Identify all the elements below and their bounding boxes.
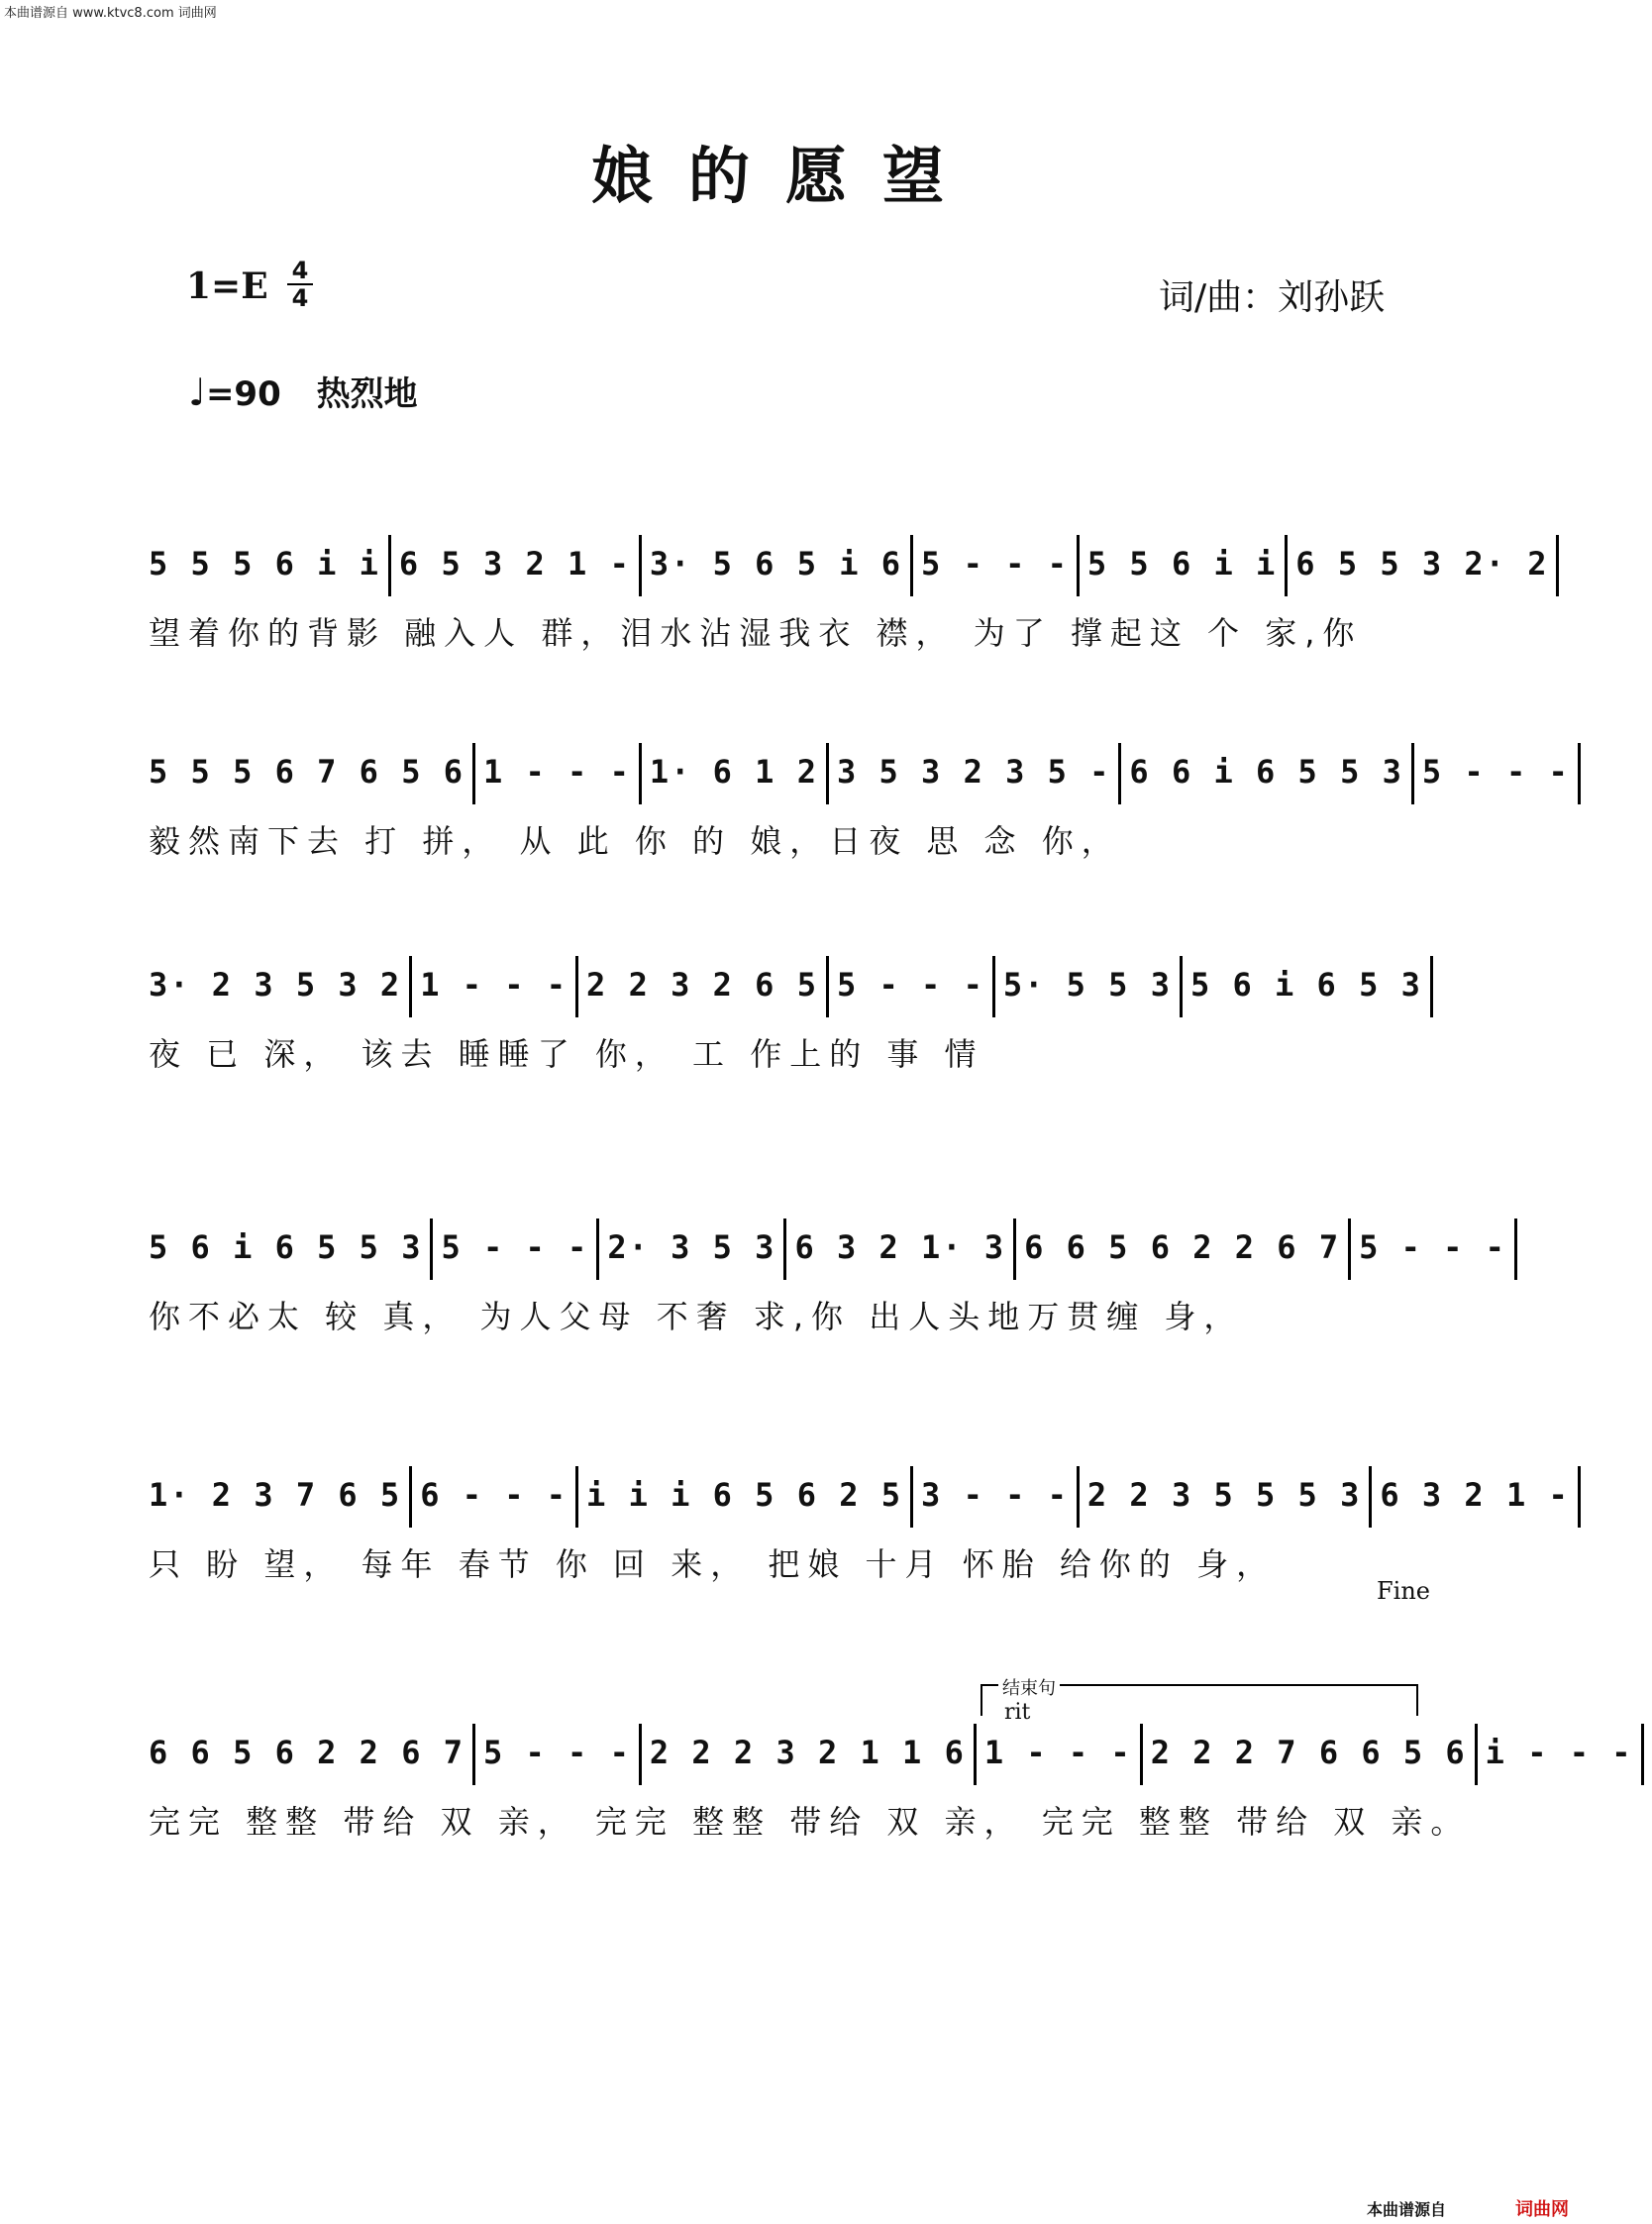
measure: 1 - - - [983,1734,1132,1771]
score-line [149,1724,1633,1843]
measure: 1· 6 1 2 [649,753,818,791]
measure: 5 5 5 6 i i [149,545,380,582]
bar-line [1578,743,1581,804]
measure: 5· 5 5 3 [1002,966,1172,1004]
measure: 3· 2 3 5 3 2 [149,966,402,1004]
bar-line [1180,956,1183,1017]
bar-line [1411,743,1414,804]
measure: 6 6 5 6 2 2 6 7 [149,1734,465,1771]
measure: 5 - - - [482,1734,631,1771]
bar-line [575,956,578,1017]
lyric-line: 你不必太 较 真， 为人父母 不奢 求,你 出人头地万贯缠 身， [149,1298,1244,1335]
notation-line [149,1466,1570,1526]
lyricist-composer: 词/曲：刘孙跃 [1159,277,1386,318]
bar-line [472,743,475,804]
bar-line [1013,1218,1016,1280]
measure: 5 6 i 6 5 5 3 [149,1228,423,1266]
bar-line [1118,743,1121,804]
bar-line [409,1466,412,1528]
measure: i i i 6 5 6 2 5 [586,1476,903,1514]
lyric-line: 完完 整整 带给 双 亲， 完完 整整 带给 双 亲， 完完 整整 带给 双 亲。 [149,1803,1471,1841]
bar-line [472,1724,475,1785]
bar-line [639,535,642,596]
score-line [149,1218,1506,1337]
measure: 5 - - - [1421,753,1570,791]
measure: 6 5 5 3 2· 2 [1295,545,1549,582]
lyric-line: 夜 已 深， 该去 睡睡了 你， 工 作上的 事 情 [149,1035,984,1073]
measure: 3 - - - [921,1476,1069,1514]
bar-line [1430,956,1433,1017]
measure: 3 5 3 2 3 5 - [836,753,1111,791]
bar-line [992,956,995,1017]
bar-line [1556,535,1559,596]
measure: 5 - - - [836,966,984,1004]
bar-line [388,535,391,596]
bar-line [1578,1466,1581,1528]
footer-logo: 词曲网 [1515,2199,1569,2220]
bar-line [430,1218,433,1280]
lyric-line: 毅然南下去 打 拼， 从 此 你 的 娘，日夜 思 念 你， [149,822,1121,860]
bar-line [1285,535,1288,596]
key-signature: 1=E [186,265,268,307]
quarter-note-icon: ♩ [188,371,206,414]
bar-line [1077,535,1080,596]
bar-line [596,1218,599,1280]
lyric-line: 望着你的背影 融入人 群，泪水沾湿我衣 襟， 为了 撑起这 个 家,你 [149,614,1363,652]
score-line [149,535,1549,654]
measure: 5 - - - [921,545,1069,582]
notation-line [149,535,1549,594]
bar-line [639,743,642,804]
bar-line [910,1466,913,1528]
measure: 5 6 i 6 5 3 [1189,966,1422,1004]
time-signature [287,258,313,311]
footer-source: 本曲谱源自 [1367,2200,1447,2219]
tempo-marking [188,367,418,415]
fine-mark: Fine [1377,1577,1430,1605]
measure: 6 3 2 1 - [1380,1476,1570,1514]
bar-line [575,1466,578,1528]
bar-line [639,1724,642,1785]
bar-line [1369,1466,1372,1528]
measure: 2 2 2 3 2 1 1 6 [649,1734,966,1771]
notation-line [149,956,1436,1015]
bar-line [974,1724,977,1785]
bar-line [1514,1218,1517,1280]
ending-label: 结束句 [998,1674,1060,1700]
bar-line [1348,1218,1351,1280]
bar-line [783,1218,786,1280]
notation-line [149,1724,1633,1783]
measure: 6 3 2 1· 3 [794,1228,1006,1266]
measure: 5 - - - [1359,1228,1506,1266]
measure: 2 2 2 7 6 6 5 6 [1150,1734,1467,1771]
score-line [149,743,1570,862]
score-line [149,956,1436,1075]
ritardando-mark: rit [1004,1700,1031,1725]
measure: 5 - - - [441,1228,589,1266]
bar-line [1077,1466,1080,1528]
bar-line [826,956,829,1017]
measure: 6 - - - [420,1476,568,1514]
measure: 6 5 3 2 1 - [398,545,631,582]
bar-line [1641,1724,1644,1785]
tempo-value: =90 [205,374,281,414]
measure: 2 2 3 5 5 5 3 [1086,1476,1362,1514]
measure: 2 2 3 2 6 5 [586,966,818,1004]
score-line [149,1466,1570,1585]
measure: 5 5 6 i i [1086,545,1278,582]
measure: 6 6 5 6 2 2 6 7 [1024,1228,1341,1266]
measure: i - - - [1485,1734,1633,1771]
time-sig-bottom: 4 [291,284,309,312]
expression-mark: 热烈地 [316,374,418,414]
measure: 3· 5 6 5 i 6 [649,545,903,582]
bar-line [1475,1724,1478,1785]
notation-line [149,743,1570,802]
bar-line [1140,1724,1143,1785]
lyric-line: 只 盼 望， 每年 春节 你 回 来， 把娘 十月 怀胎 给你的 身， [149,1545,1277,1583]
song-title: 娘的愿望 [590,140,980,212]
bar-line [826,743,829,804]
bar-line [409,956,412,1017]
time-sig-top: 4 [291,257,309,284]
source-header: 本曲谱源自 www.ktvc8.com 词曲网 [4,6,217,21]
measure: 1 - - - [482,753,631,791]
measure: 1· 2 3 7 6 5 [149,1476,402,1514]
measure: 2· 3 5 3 [607,1228,776,1266]
measure: 5 5 5 6 7 6 5 6 [149,753,465,791]
measure: 6 6 i 6 5 5 3 [1129,753,1403,791]
measure: 1 - - - [420,966,568,1004]
bar-line [910,535,913,596]
notation-line [149,1218,1506,1278]
